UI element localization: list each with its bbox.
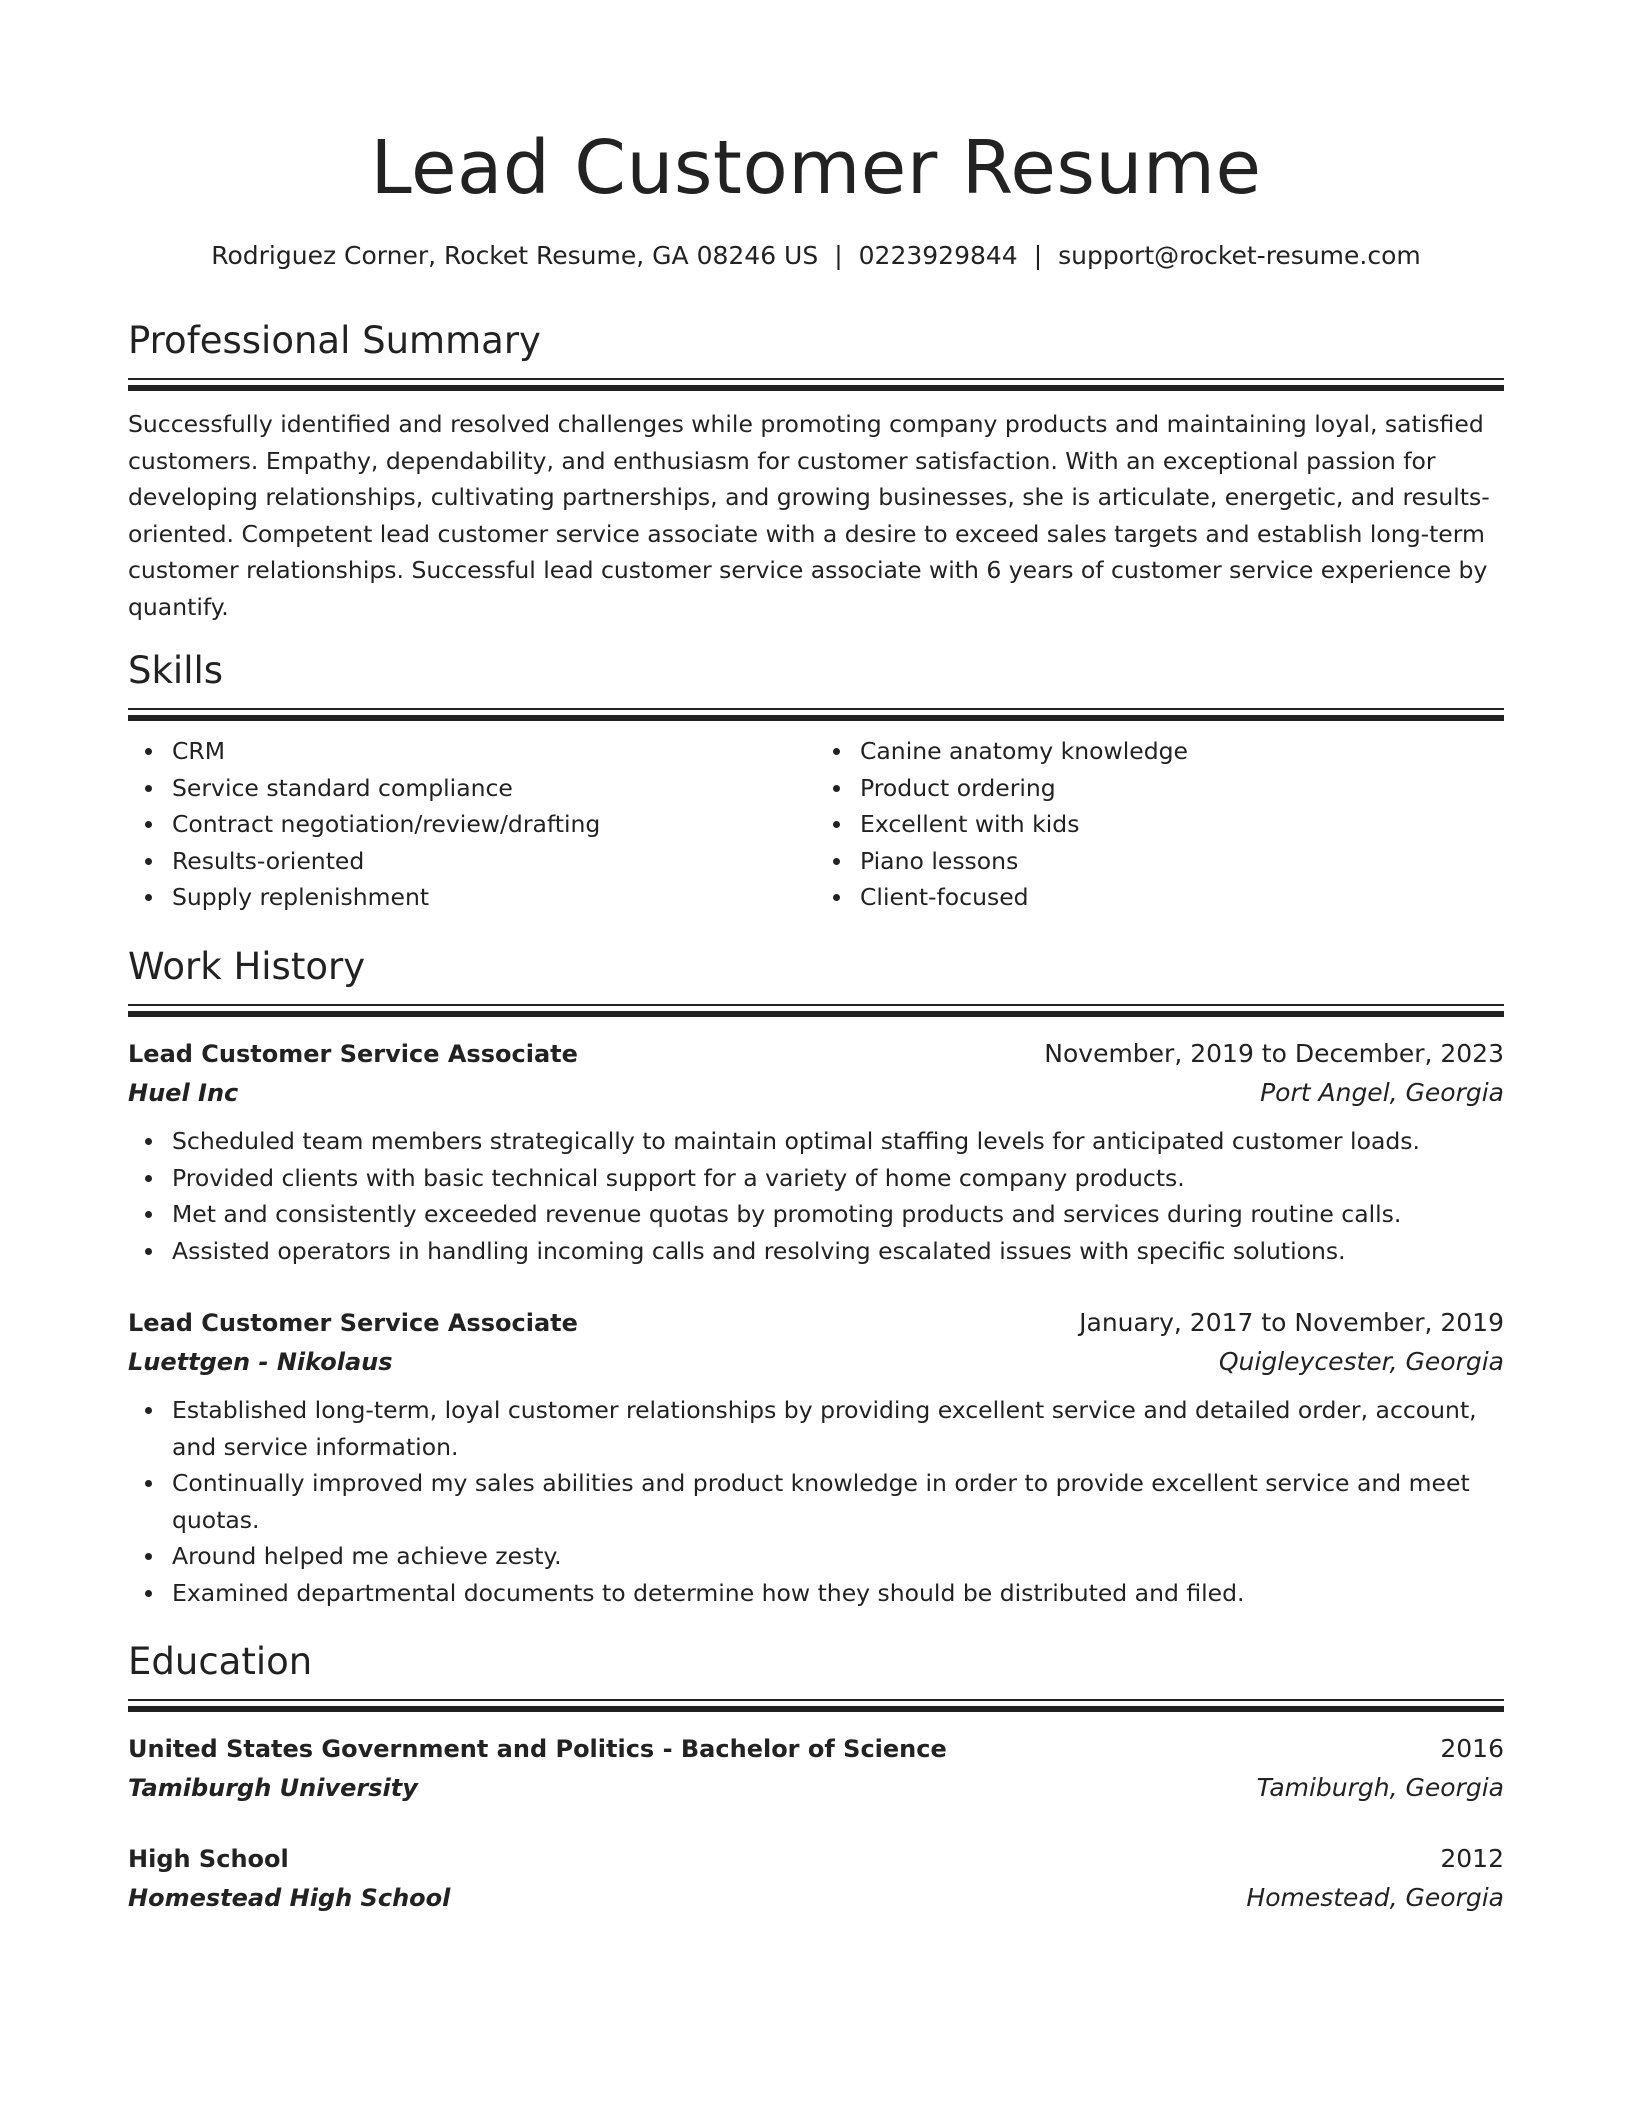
section-divider [128,708,1504,720]
skill-item: Canine anatomy knowledge [860,733,1504,770]
summary-heading: Professional Summary [128,319,541,362]
job-bullets [128,1123,1504,1269]
job-header [128,1304,1504,1342]
education-header [128,1840,1504,1878]
section-divider [128,1004,1504,1016]
job-dates: November, 2019 to December, 2023 [1044,1039,1504,1068]
education-location: Tamiburgh, Georgia [1256,1773,1504,1802]
skills-section [128,646,1504,916]
job-company: Huel Inc [128,1079,239,1107]
contact-separator: | [834,241,843,270]
skill-item: Service standard compliance [172,770,816,807]
resume-name: Lead Customer Resume [370,125,1262,211]
job-title: Lead Customer Service Associate [128,1040,578,1068]
education-entry [128,1840,1504,1918]
skill-item: Client-focused [860,879,1504,916]
job-bullet: Assisted operators in handling incoming calls and resolving escalated issues with specific solutions. [172,1233,1504,1270]
job-entry [128,1035,1504,1269]
job-bullet: Scheduled team members strategically to maintain optimal staffing levels for anticipated customer loads. [172,1123,1504,1160]
contact-line [128,238,1504,274]
skill-item: Excellent with kids [860,806,1504,843]
skill-item: Product ordering [860,770,1504,807]
contact-email: support@rocket-resume.com [1058,241,1421,270]
skill-item: Contract negotiation/review/drafting [172,806,816,843]
summary-section [128,316,1504,625]
job-company: Luettgen - Nikolaus [128,1348,393,1376]
education-section [128,1637,1504,1711]
section-divider [128,1699,1504,1711]
job-bullet: Continually improved my sales abilities and product knowledge in order to provide excellent service and meet quotas. [172,1465,1504,1538]
education-year: 2016 [1440,1734,1504,1763]
skill-item: Results-oriented [172,843,816,880]
job-bullets [128,1392,1504,1611]
section-divider [128,378,1504,390]
education-subheader [128,1768,1504,1808]
job-header [128,1035,1504,1073]
education-school: Tamiburgh University [128,1774,418,1802]
job-bullet: Examined departmental documents to determine how they should be distributed and filed. [172,1575,1504,1612]
education-year: 2012 [1440,1844,1504,1873]
skills-right-column [816,733,1504,916]
education-header [128,1730,1504,1768]
education-location: Homestead, Georgia [1246,1883,1504,1912]
skill-item: Supply replenishment [172,879,816,916]
job-location: Quigleycester, Georgia [1218,1347,1504,1376]
education-school: Homestead High School [128,1884,451,1912]
skill-item: Piano lessons [860,843,1504,880]
job-bullet: Met and consistently exceeded revenue quotas by promoting products and services during routine calls. [172,1196,1504,1233]
summary-text: Successfully identified and resolved challenges while promoting company products and maintaining loyal, satisfied customers. Empathy, dependability, and enthusiasm for customer satisfaction. With an exceptional passion for developing relationships, cultivating partnerships, and growing businesses, she is articulate, energetic, and results-oriented. Competent lead customer service associate with a desire to exceed sales targets and establish long-term customer relationships. Successful lead customer service associate with 6 years of customer service experience by quantify. [128,410,1490,621]
job-bullet: Around helped me achieve zesty. [172,1538,1504,1575]
job-entry [128,1304,1504,1611]
job-dates: January, 2017 to November, 2019 [1079,1308,1504,1337]
job-bullet: Provided clients with basic technical support for a variety of home company products. [172,1160,1504,1197]
job-bullet: Established long-term, loyal customer relationships by providing excellent service and detailed order, account, and service information. [172,1392,1504,1465]
work-history-section [128,942,1504,1016]
work-history-heading: Work History [128,945,366,988]
contact-separator: | [1033,241,1043,270]
contact-phone: 0223929844 [858,241,1018,270]
skill-item: CRM [172,733,816,770]
education-subheader [128,1878,1504,1918]
job-subheader [128,1342,1504,1382]
skills-grid [128,733,1504,916]
education-entry [128,1730,1504,1808]
job-subheader [128,1073,1504,1113]
job-location: Port Angel, Georgia [1260,1078,1504,1107]
education-degree: High School [128,1845,289,1873]
contact-address: Rodriguez Corner, Rocket Resume, GA 08246 US [211,241,819,270]
skills-left-column [128,733,816,916]
education-degree: United States Government and Politics - Bachelor of Science [128,1735,947,1763]
job-title: Lead Customer Service Associate [128,1309,578,1337]
education-heading: Education [128,1640,313,1683]
skills-heading: Skills [128,649,224,692]
